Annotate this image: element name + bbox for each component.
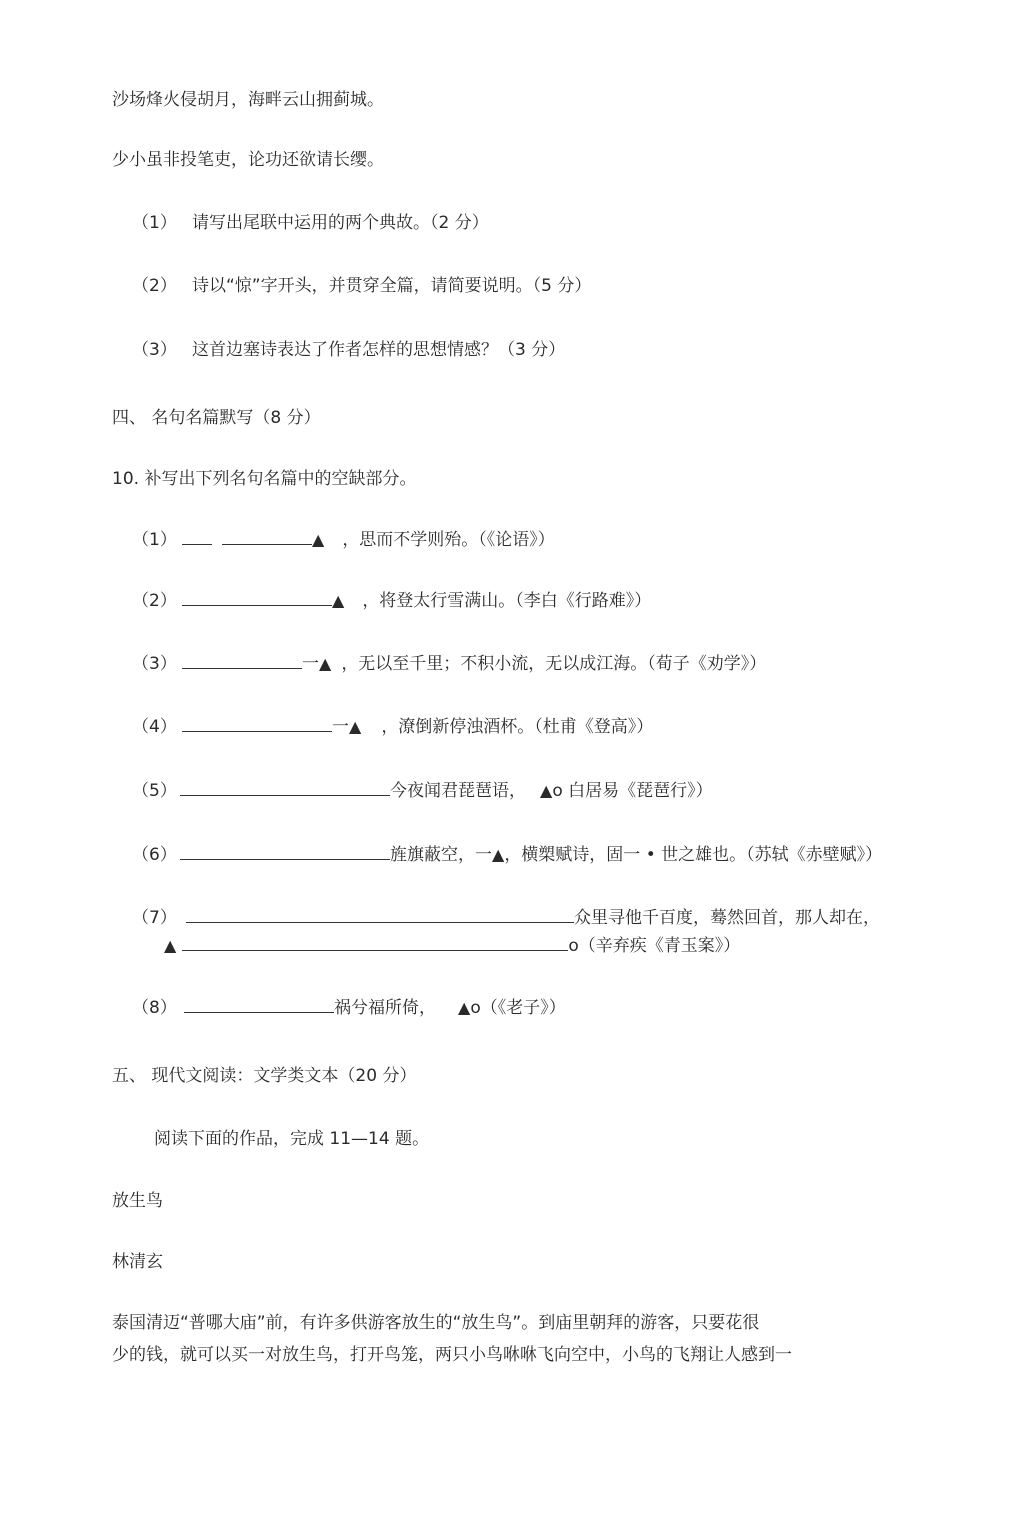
question-text: 请写出尾联中运用的两个典故。（2 分） xyxy=(192,213,489,233)
item-number: （8） xyxy=(132,998,177,1018)
blank-line xyxy=(180,781,390,796)
item-number: （6） xyxy=(132,845,177,865)
fill-item-8 xyxy=(132,997,566,1019)
item-number: （1） xyxy=(132,530,177,550)
section-5-heading: 五、 现代文阅读：文学类文本（20 分） xyxy=(112,1066,417,1086)
dash-char: 一 xyxy=(302,654,319,674)
answer-marker: ▲ xyxy=(458,998,471,1017)
poem-question-1 xyxy=(132,212,489,234)
item-number: （3） xyxy=(132,654,177,674)
item-number: （2） xyxy=(132,591,177,611)
poem-question-2 xyxy=(132,275,591,297)
question-number: （2） xyxy=(132,276,177,296)
answer-marker: ▲ xyxy=(540,781,553,800)
item-text: ，思而不学则殆。（《论语》） xyxy=(342,530,555,550)
item-number: （5） xyxy=(132,781,177,801)
section-4-heading: 四、 名句名篇默写（8 分） xyxy=(112,408,321,428)
blank-line xyxy=(182,654,302,669)
article-author: 林清玄 xyxy=(112,1252,163,1272)
blank-line xyxy=(180,845,390,860)
question-text: 这首边塞诗表达了作者怎样的思想情感？（3 分） xyxy=(192,340,566,360)
section-5-instruction: 阅读下面的作品，完成 11—14 题。 xyxy=(154,1129,430,1149)
question-text: 诗以“惊”字开头，并贯穿全篇，请简要说明。（5 分） xyxy=(192,276,592,296)
answer-marker: ▲ xyxy=(492,845,505,864)
dash-char: 一 xyxy=(332,717,349,737)
item-text-a: 众里寻他千百度，蓦然回首，那人却在， xyxy=(574,908,880,928)
fill-item-7-line-2 xyxy=(164,935,740,957)
item-text: ，无以至千里；不积小流，无以成江海。（荀子《劝学》） xyxy=(341,654,767,674)
section-4-instruction: 10. 补写出下列名句名篇中的空缺部分。 xyxy=(112,469,417,489)
answer-marker: ▲ xyxy=(164,936,177,955)
blank-line xyxy=(184,998,334,1013)
blank-line xyxy=(186,908,574,923)
fill-item-4 xyxy=(132,716,653,738)
question-number: （1） xyxy=(132,213,177,233)
poem-line-1: 沙场烽火侵胡月，海畔云山拥蓟城。 xyxy=(112,90,384,110)
blank-line xyxy=(182,591,332,606)
item-number: （4） xyxy=(132,717,177,737)
answer-marker: ▲ xyxy=(349,717,362,736)
poem-question-3 xyxy=(132,339,565,361)
blank-line xyxy=(182,717,332,732)
fill-item-7 xyxy=(132,907,880,929)
blank-line xyxy=(182,936,568,951)
item-number: （7） xyxy=(132,908,177,928)
answer-marker: ▲ xyxy=(312,530,325,549)
fill-item-2 xyxy=(132,590,651,612)
answer-marker: ▲ xyxy=(332,591,345,610)
item-text-b: o（辛弃疾《青玉案》） xyxy=(568,936,741,956)
item-text-a: 祸兮福所倚， xyxy=(334,998,436,1018)
question-number: （3） xyxy=(132,340,177,360)
item-text: ，将登太行雪满山。（李白《行路难》） xyxy=(362,591,652,611)
item-text-a: 今夜闻君琵琶语， xyxy=(390,781,526,801)
item-text-b: o 白居易《琵琶行》） xyxy=(552,781,713,801)
item-text-b: o（《老子》） xyxy=(470,998,566,1018)
item-text-b: ，横槊赋诗，固一 • 世之雄也。（苏轼《赤壁赋》） xyxy=(504,845,883,865)
blank-line xyxy=(182,530,212,545)
fill-item-3 xyxy=(132,653,766,675)
item-text: ，潦倒新停浊酒杯。（杜甫《登高》） xyxy=(381,717,654,737)
article-paragraph-line-2: 少的钱，就可以买一对放生鸟，打开鸟笼，两只小鸟咻咻飞向空中，小鸟的飞翔让人感到一 xyxy=(112,1345,792,1365)
fill-item-1 xyxy=(132,529,555,551)
blank-line xyxy=(222,530,312,545)
fill-item-5 xyxy=(132,780,713,802)
poem-line-2: 少小虽非投笔吏，论功还欲请长缨。 xyxy=(112,150,384,170)
fill-item-6 xyxy=(132,844,882,866)
article-title: 放生鸟 xyxy=(112,1191,163,1211)
answer-marker: ▲ xyxy=(319,654,332,673)
item-text-a: 旌旗蔽空，一 xyxy=(390,845,492,865)
article-paragraph-line-1: 泰国清迈“普哪大庙”前，有许多供游客放生的“放生鸟”。到庙里朝拜的游客，只要花很 xyxy=(112,1313,760,1333)
